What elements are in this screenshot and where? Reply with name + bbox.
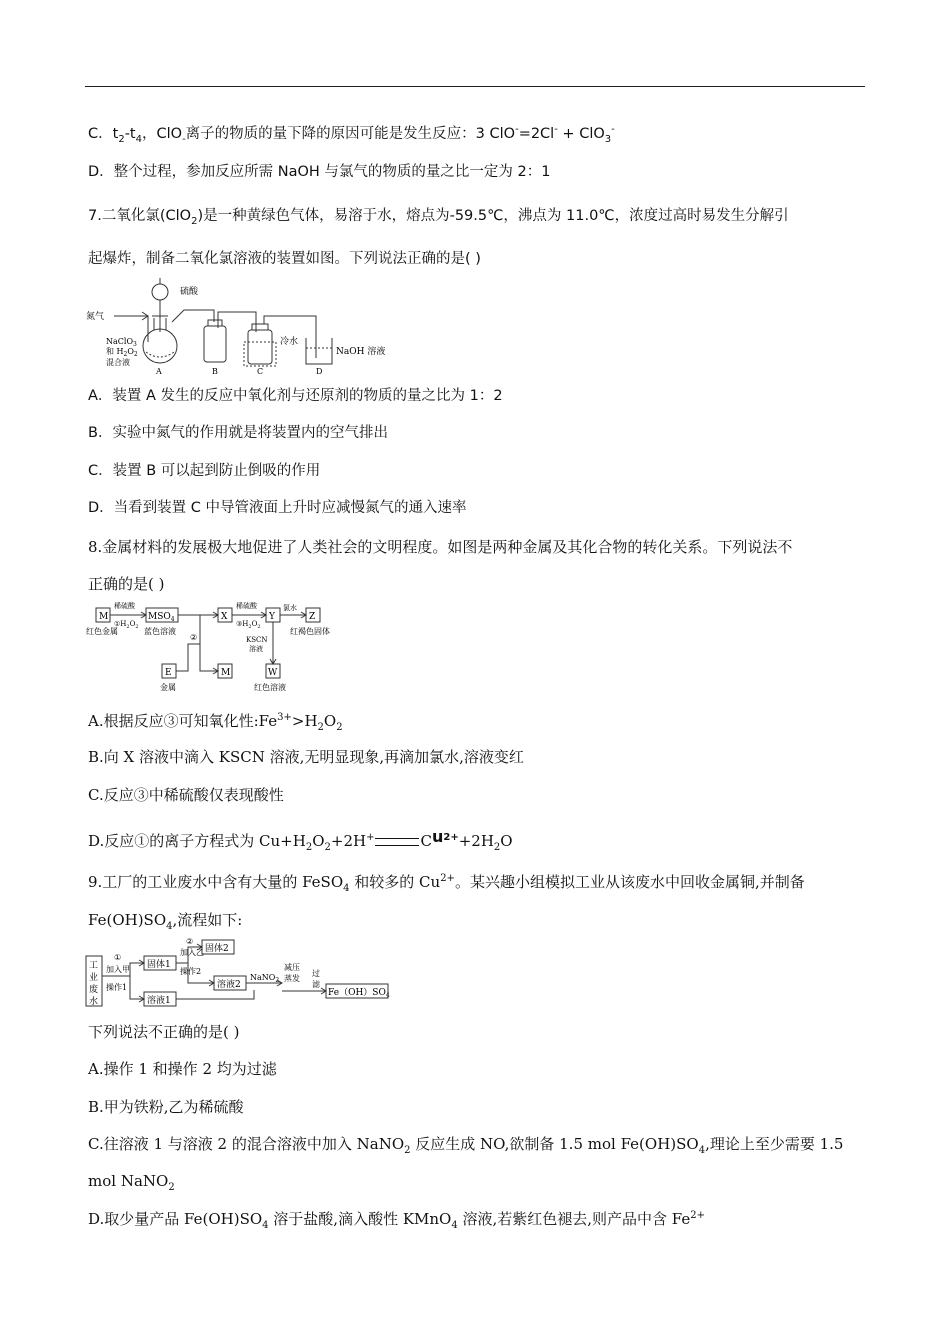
q9-flowchart bbox=[84, 936, 394, 1008]
q9-option-d: D.取少量产品 $Fe(OH)SO_4$ 溶于盐酸,滴入酸性 KMnO$_4$ 溶液,若紫红色褪去,则产品中含 $Fe^{2+}$ bbox=[88, 1210, 706, 1231]
q9-stem-line2: $Fe(OH)SO_4$,流程如下: bbox=[88, 911, 243, 932]
q8-option-a: A.根据反应③可知氧化性$:Fe^{3+}>H_2O_2$ bbox=[88, 712, 343, 733]
q6-option-c: C．$t_2-t_4$，ClO$_-$离子的物质的量下降的原因可能是发生反应：3 ClO-=2Cl- + ClO$_3$- bbox=[88, 124, 615, 145]
svg-text:NaNO2: NaNO$_2$ bbox=[250, 973, 280, 984]
svg-text:工: 工 bbox=[89, 961, 99, 971]
q8-stem-line2: 正确的是( ) bbox=[88, 575, 165, 593]
node-solid-1: 固体1 bbox=[147, 960, 171, 970]
q7-stem-line1: 7.二氧化氯(ClO$_2$)是一种黄绿色气体，易溶于水，熔点为-59.5℃，沸点为 11.0℃，浓度过高时易发生分解引 bbox=[88, 208, 789, 227]
q8-option-b: B.向 X 溶液中滴入 KSCN 溶液,无明显现象,再滴加氯水,溶液变红 bbox=[88, 748, 524, 766]
svg-text:红褐色固体: 红褐色固体 bbox=[290, 627, 330, 636]
svg-text:③H2O2: $③H_2O_2$ bbox=[236, 620, 261, 630]
svg-text:加入乙: 加入乙 bbox=[180, 948, 204, 957]
q7-option-d: D．当看到装置 C 中导管液面上升时应减慢氮气的通入速率 bbox=[88, 500, 467, 516]
svg-text:金属: 金属 bbox=[160, 683, 176, 692]
node-product: $Fe(OH)SO_4$ bbox=[328, 988, 390, 999]
q7-apparatus-figure bbox=[84, 272, 404, 378]
node-Y: Y bbox=[269, 612, 275, 622]
node-solution-2: 溶液2 bbox=[217, 980, 241, 990]
svg-text:业: 业 bbox=[89, 973, 99, 983]
label-naoh-solution: NaOH 溶液 bbox=[336, 347, 386, 357]
q9-option-c-line2: mol NaNO$_2$ bbox=[88, 1172, 175, 1193]
svg-text:红色溶液: 红色溶液 bbox=[254, 683, 286, 692]
q9-question: 下列说法不正确的是( ) bbox=[88, 1023, 240, 1041]
node-E: E bbox=[165, 668, 172, 678]
label-D: D bbox=[316, 367, 323, 376]
label-A: A bbox=[156, 367, 162, 376]
svg-text:稀硫酸: 稀硫酸 bbox=[236, 602, 257, 610]
label-h2o2: 和 $H_2O_2$ bbox=[106, 347, 138, 358]
q9-option-b: B.甲为铁粉,乙为稀硫酸 bbox=[88, 1098, 244, 1116]
node-M: M bbox=[99, 612, 109, 622]
label-naclo3: NaClO$_3$ bbox=[106, 337, 137, 348]
svg-text:蒸发: 蒸发 bbox=[284, 974, 300, 983]
svg-text:滤: 滤 bbox=[312, 980, 320, 989]
svg-text:废: 废 bbox=[89, 985, 99, 995]
svg-text:减压: 减压 bbox=[284, 963, 300, 972]
node-solution-1: 溶液1 bbox=[147, 996, 171, 1006]
svg-text:过: 过 bbox=[312, 969, 320, 978]
svg-text:溶液: 溶液 bbox=[249, 645, 263, 653]
header-rule bbox=[85, 86, 865, 87]
q7-option-b: B．实验中氮气的作用就是将装置内的空气排出 bbox=[88, 425, 388, 441]
svg-text:蓝色溶液: 蓝色溶液 bbox=[144, 627, 176, 636]
svg-text:KSCN: KSCN bbox=[246, 636, 268, 644]
svg-text:水: 水 bbox=[89, 997, 99, 1007]
node-MSO4: $MSO_4$ bbox=[148, 612, 175, 623]
q7-stem-line2: 起爆炸，制备二氧化氯溶液的装置如图。下列说法正确的是( ) bbox=[88, 251, 481, 267]
svg-text:加入甲: 加入甲 bbox=[106, 965, 130, 974]
label-cold-water: 冷水 bbox=[280, 337, 299, 347]
q8-option-d: D.反应①的离子方程式为 $Cu+H_2O_2+2H^+$ $Cu^{2+}+2H_2O$ bbox=[88, 827, 513, 853]
svg-text:稀硫酸: 稀硫酸 bbox=[114, 602, 135, 610]
label-mixture: 混合液 bbox=[106, 358, 130, 367]
svg-text:②: ② bbox=[190, 633, 198, 642]
label-C: C bbox=[257, 367, 264, 376]
q7-option-c: C．装置 B 可以起到防止倒吸的作用 bbox=[88, 463, 321, 479]
svg-text:②: ② bbox=[186, 937, 194, 946]
node-solid-2: 固体2 bbox=[205, 944, 229, 954]
svg-text:①H2O2: $①H_2O_2$ bbox=[114, 620, 139, 630]
q6-option-d: D．整个过程，参加反应所需 NaOH 与氯气的物质的量之比一定为 2：1 bbox=[88, 164, 551, 180]
svg-text:①: ① bbox=[114, 953, 122, 962]
q8-conversion-diagram bbox=[84, 600, 374, 698]
node-X: X bbox=[221, 612, 228, 622]
node-W: W bbox=[268, 668, 278, 678]
equals-sign bbox=[375, 838, 419, 846]
q7-option-a: A．装置 A 发生的反应中氧化剂与还原剂的物质的量之比为 1：2 bbox=[88, 388, 503, 404]
node-Z: Z bbox=[309, 612, 316, 622]
label-B: B bbox=[212, 367, 218, 376]
label-nitrogen: 氮气 bbox=[86, 312, 105, 322]
svg-text:操作1: 操作1 bbox=[106, 983, 128, 992]
svg-text:红色金属: 红色金属 bbox=[86, 627, 118, 636]
svg-text:操作2: 操作2 bbox=[180, 967, 202, 976]
q8-option-c: C.反应③中稀硫酸仅表现酸性 bbox=[88, 786, 284, 804]
label-sulfuric-acid: 硫酸 bbox=[180, 287, 199, 297]
q8-stem-line1: 8.金属材料的发展极大地促进了人类社会的文明程度。如图是两种金属及其化合物的转化关系。下列说法不 bbox=[88, 538, 793, 556]
q9-stem-line1: 9.工厂的工业废水中含有大量的 FeSO$_4$ 和较多的 $Cu^{2+}$。某兴趣小组模拟工业从该废水中回收金属铜,并制备 bbox=[88, 873, 805, 894]
node-M-2: M bbox=[221, 668, 231, 678]
svg-text:氯水: 氯水 bbox=[283, 604, 297, 612]
q9-option-c-line1: C.往溶液 1 与溶液 2 的混合溶液中加入 NaNO$_2$ 反应生成 NO,欲制备 1.5 mol $Fe(OH)SO_4$,理论上至少需要 1.5 bbox=[88, 1135, 844, 1156]
q9-option-a: A.操作 1 和操作 2 均为过滤 bbox=[88, 1060, 277, 1078]
